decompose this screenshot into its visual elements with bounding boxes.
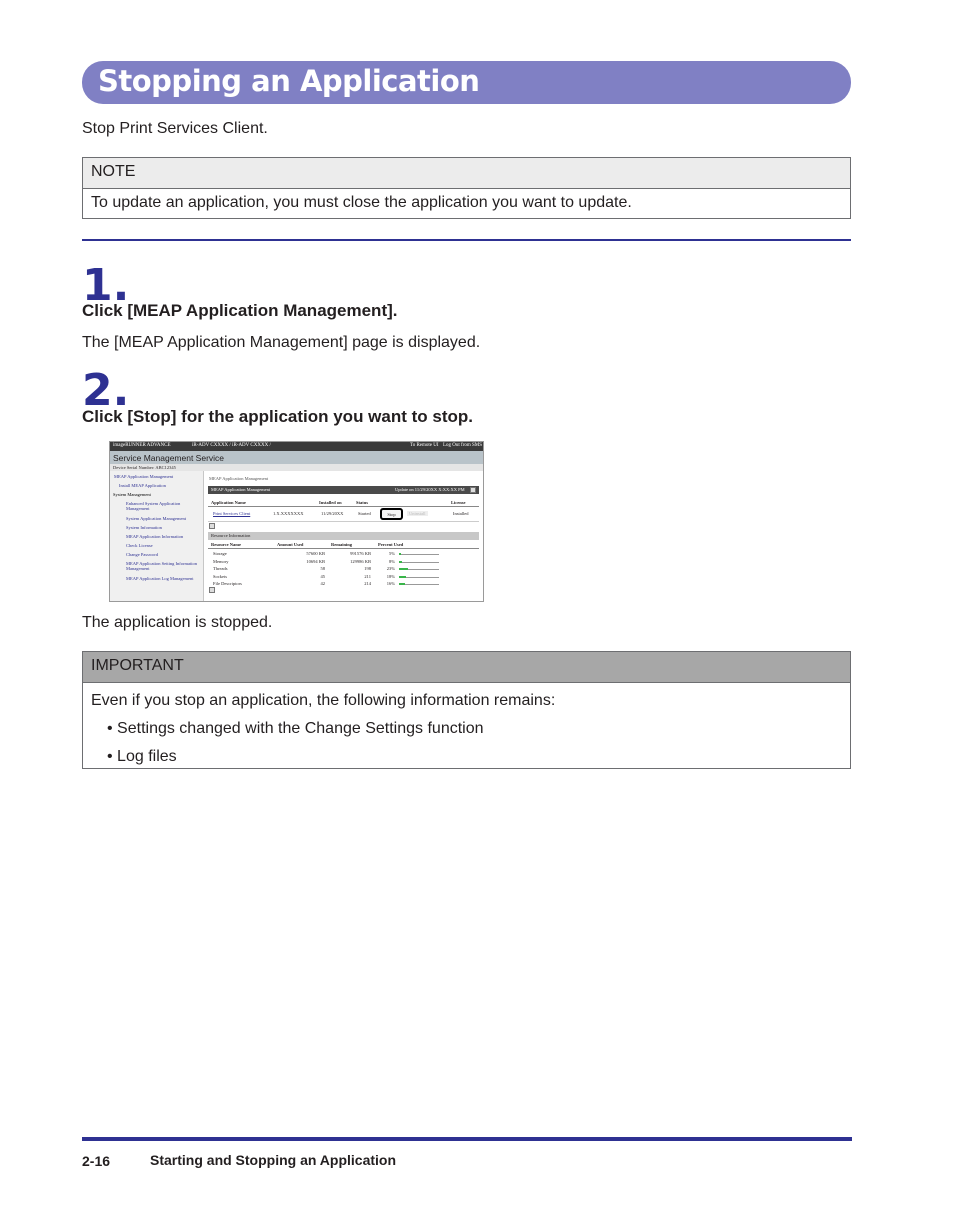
shot-nav-meap-management[interactable]: MEAP Application Management [114, 474, 174, 479]
shot-res-name: Storage [213, 551, 227, 556]
shot-header-rule [208, 506, 479, 507]
note-box [82, 157, 851, 219]
shot-res-header-rule [208, 548, 479, 549]
important-bullet-2: • Log files [107, 748, 177, 765]
shot-res-name: Memory [213, 558, 229, 564]
uninstall-button[interactable]: Uninstall [409, 511, 426, 516]
shot-res-remaining: 129986 KB [350, 558, 371, 564]
shot-res-used: 42 [320, 581, 325, 586]
shot-remote-link[interactable]: To Remote UI [410, 443, 439, 448]
footer-rule [82, 1137, 852, 1141]
shot-nav-install[interactable]: Install MEAP Application [119, 483, 166, 488]
shot-res-percent: 5% [389, 551, 395, 556]
shot-app-installed: 11/29/20XX [321, 511, 344, 516]
shot-res-percent: 8% [389, 558, 395, 564]
intro-text: Stop Print Services Client. [82, 120, 268, 137]
shot-nav-check-license[interactable]: Check License [126, 543, 153, 548]
shot-res-used: 58 [320, 566, 325, 571]
shot-nav-log[interactable]: MEAP Application Log Management [126, 576, 194, 581]
shot-res-percent: 16% [386, 581, 395, 586]
shot-app-name-link[interactable]: Print Services Client [213, 511, 251, 516]
shot-nav-enhanced[interactable]: Enhanced System Application Management [126, 501, 181, 511]
step-1-text: The [MEAP Application Management] page is displayed. [82, 334, 481, 351]
important-label: IMPORTANT [83, 652, 850, 683]
shot-col-installed: Installed on [319, 500, 342, 505]
important-bullet-1: • Settings changed with the Change Settings function [107, 720, 484, 737]
shot-breadcrumb: MEAP Application Management [209, 476, 269, 481]
shot-col-license: License [451, 500, 466, 505]
page-title: Stopping an Application [98, 64, 480, 98]
shot-col-app-name: Application Name [211, 500, 246, 505]
important-text: Even if you stop an application, the following information remains: [91, 692, 556, 709]
title-bar [82, 61, 851, 104]
shot-res-used: 10694 KB [306, 558, 325, 564]
shot-col-remaining: Remaining [331, 542, 353, 547]
sms-screenshot [109, 441, 484, 602]
shot-brand: imageRUNNER ADVANCE [113, 443, 171, 448]
shot-resource-title: Resource Information [211, 533, 251, 538]
shot-nav-meap-info[interactable]: MEAP Application Information [126, 534, 184, 539]
shot-nav-change-password[interactable]: Change Password [126, 552, 159, 557]
shot-row-rule [208, 521, 479, 522]
usage-track [399, 562, 439, 563]
shot-app-version: 1.X.XXXXXXX [273, 511, 304, 516]
shot-res-name: Threads [213, 566, 228, 571]
shot-topbar [110, 442, 483, 451]
shot-nav-setting-info[interactable]: MEAP Application Setting Information Management [126, 561, 197, 571]
shot-res-percent: 23% [386, 566, 395, 571]
step-2-title: Click [Stop] for the application you want to stop. [82, 407, 473, 426]
usage-bar [399, 576, 406, 578]
shot-up-icon-1[interactable] [209, 523, 215, 529]
shot-up-icon-2[interactable] [209, 587, 215, 593]
step-1-number: 1. [82, 260, 130, 311]
shot-sidebar [110, 471, 204, 602]
section-divider [82, 239, 851, 241]
shot-app-status: Started [358, 511, 371, 516]
usage-bar [399, 553, 401, 555]
shot-logout-link[interactable]: Log Out from SMS [443, 443, 483, 448]
shot-col-percent: Percent Used [378, 542, 404, 547]
shot-nav-system-management: System Management [113, 492, 151, 497]
step-2-number: 2. [82, 365, 130, 416]
shot-serial: Device Serial Number: ABC12345 [110, 464, 483, 471]
shot-res-remaining: 214 [364, 581, 371, 586]
page-number: 2-16 [82, 1153, 111, 1169]
usage-bar [399, 568, 408, 570]
shot-res-remaining: 198 [364, 566, 371, 571]
footer-chapter: Starting and Stopping an Application [150, 1152, 397, 1168]
shot-res-percent: 18% [386, 573, 395, 579]
shot-res-used: 45 [320, 573, 325, 579]
shot-service-title: Service Management Service [110, 451, 483, 464]
usage-track [399, 554, 439, 555]
shot-res-name: Sockets [213, 573, 227, 579]
usage-bar [399, 583, 405, 585]
shot-res-remaining: 991576 KB [350, 551, 371, 556]
important-box [82, 651, 851, 769]
step-1-title: Click [MEAP Application Management]. [82, 301, 398, 320]
refresh-icon[interactable] [470, 487, 476, 493]
shot-app-license: Installed [453, 511, 469, 516]
important-body [83, 683, 850, 775]
shot-res-used: 57600 KB [306, 551, 325, 556]
usage-bar [399, 561, 402, 563]
shot-res-remaining: 211 [364, 573, 371, 579]
shot-panel-title: MEAP Application Management [211, 487, 271, 492]
note-label: NOTE [83, 158, 850, 189]
step-2-text: The application is stopped. [82, 614, 273, 631]
shot-res-name: File Descriptors [213, 581, 242, 586]
shot-main [205, 471, 483, 602]
note-text: To update an application, you must close the application you want to update. [91, 194, 632, 211]
shot-col-used: Amount Used [277, 542, 304, 547]
shot-update-text: Update on 11/29/20XX X:XX:XX PM [395, 487, 465, 492]
shot-col-status: Status [356, 500, 369, 505]
shot-model: iR-ADV CXXXX / iR-ADV CXXXX / [192, 443, 271, 448]
shot-nav-system-app[interactable]: System Application Management [126, 516, 186, 521]
shot-col-resource: Resource Name [211, 542, 242, 547]
stop-button[interactable]: Stop [380, 508, 403, 520]
shot-nav-system-info[interactable]: System Information [126, 525, 162, 530]
